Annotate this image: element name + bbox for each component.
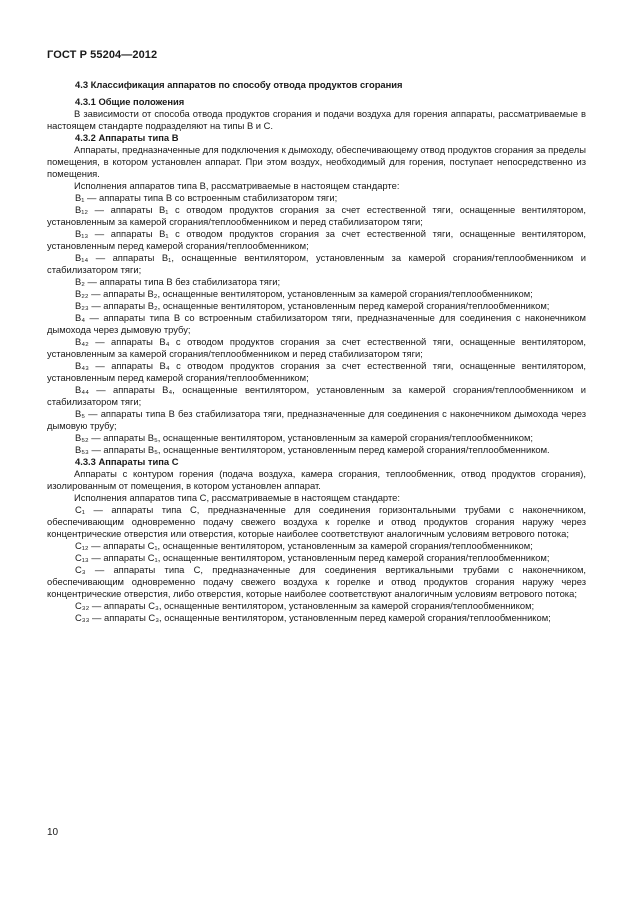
- paragraph: B₄ — аппараты типа B со встроенным стабилизатором тяги, предназначенные для соединения с наконечником дымохода через дымовую трубу;: [47, 312, 586, 335]
- paragraph: B₂ — аппараты типа B без стабилизатора тяги;: [75, 276, 281, 287]
- paragraph: B₅₂ — аппараты B₅, оснащенные вентилятором, установленным за камерой сгорания/теплообменником;: [75, 432, 534, 443]
- section-heading: 4.3.2 Аппараты типа B: [75, 132, 179, 143]
- paragraph: C₁₃ — аппараты C₁, оснащенные вентилятором, установленным перед камерой сгорания/теплообменником;: [75, 552, 550, 563]
- paragraph: C₃₂ — аппараты C₃, оснащенные вентилятором, установленным за камерой сгорания/теплообменником;: [75, 600, 535, 611]
- paragraph: B₅₃ — аппараты B₅, оснащенные вентилятором, установленным перед камерой сгорания/теплообменником.: [75, 444, 550, 455]
- paragraph: B₄₃ — аппараты B₄ с отводом продуктов сгорания за счет естественной тяги, оснащенные вентилятором, установленным перед камерой сгорания/теплообменником;: [47, 360, 586, 383]
- paragraph: C₁ — аппараты типа C, предназначенные для соединения горизонтальными трубами с наконечником, обеспечивающим одновременно подачу свежего воздуха к горелке и отвод продуктов сгорания наружу через концентрические отверстия или отверстия, которые наиболее соответствуют аналогичным условиям ветрового потока;: [47, 504, 586, 539]
- paragraph: B₄₂ — аппараты B₄ с отводом продуктов сгорания за счет естественной тяги, оснащенные вентилятором, установленным за камерой сгорания/теплообменником и перед стабилизатором тяги;: [47, 336, 586, 359]
- paragraph: B₄₄ — аппараты B₄, оснащенные вентилятором, установленным за камерой сгорания/теплообменником и стабилизатором тяги;: [47, 384, 586, 407]
- section-heading: 4.3.3 Аппараты типа C: [75, 456, 179, 467]
- paragraph: Исполнения аппаратов типа B, рассматриваемые в настоящем стандарте:: [74, 180, 400, 191]
- paragraph: В зависимости от способа отвода продуктов сгорания и подачи воздуха для горения аппараты, рассматриваемые в настоящем стандарте подразделяют на типы B и C.: [47, 108, 586, 131]
- page-number: 10: [47, 827, 59, 838]
- paragraph: C₃₃ — аппараты C₃, оснащенные вентилятором, установленным перед камерой сгорания/теплообменником;: [75, 612, 551, 623]
- section-heading: 4.3.1 Общие положения: [75, 96, 185, 107]
- paragraph: B₁₄ — аппараты B₁, оснащенные вентилятором, установленным за камерой сгорания/теплообменником и стабилизатором тяги;: [47, 252, 586, 275]
- paragraph: B₁ — аппараты типа B со встроенным стабилизатором тяги;: [75, 192, 338, 203]
- section-heading: 4.3 Классификация аппаратов по способу отвода продуктов сгорания: [75, 79, 403, 90]
- document-body: [47, 79, 586, 624]
- paragraph: Аппараты с контуром горения (подача воздуха, камера сгорания, теплообменник, отвод продуктов сгорания), изолированным от помещения, в котором установлен аппарат.: [47, 468, 586, 491]
- paragraph: B₅ — аппараты типа B без стабилизатора тяги, предназначенные для соединения с наконечником дымохода через дымовую трубу;: [47, 408, 586, 431]
- paragraph: B₂₂ — аппараты B₂, оснащенные вентилятором, установленным за камерой сгорания/теплообменником;: [75, 288, 533, 299]
- document-header: ГОСТ Р 55204—2012: [47, 49, 158, 61]
- paragraph: Аппараты, предназначенные для подключения к дымоходу, обеспечивающему отвод продуктов сгорания за пределы помещения, в котором установлен аппарат. При этом воздух, необходимый для горения, поступает непосредственно из помещения.: [47, 144, 586, 179]
- paragraph: C₁₂ — аппараты C₁, оснащенные вентилятором, установленным за камерой сгорания/теплообменником;: [75, 540, 533, 551]
- paragraph: C₃ — аппараты типа C, предназначенные для соединения вертикальными трубами с наконечником, обеспечивающим одновременно подачу свежего воздуха к горелке и отвод продуктов сгорания наружу через концентрические отверстия, либо отверстия, которые наиболее соответствуют аналогичным условиям ветрового потока;: [47, 564, 586, 599]
- paragraph: Исполнения аппаратов типа C, рассматриваемые в настоящем стандарте:: [74, 492, 400, 503]
- paragraph: B₁₂ — аппараты B₁ с отводом продуктов сгорания за счет естественной тяги, оснащенные вентилятором, установленным за камерой сгорания/теплообменником и перед стабилизатором тяги;: [47, 204, 586, 227]
- paragraph: B₁₃ — аппараты B₁ с отводом продуктов сгорания за счет естественной тяги, оснащенные вентилятором, установленным перед камерой сгорания/теплообменником;: [47, 228, 586, 251]
- paragraph: B₂₃ — аппараты B₂, оснащенные вентилятором, установленным перед камерой сгорания/теплообменником;: [75, 300, 550, 311]
